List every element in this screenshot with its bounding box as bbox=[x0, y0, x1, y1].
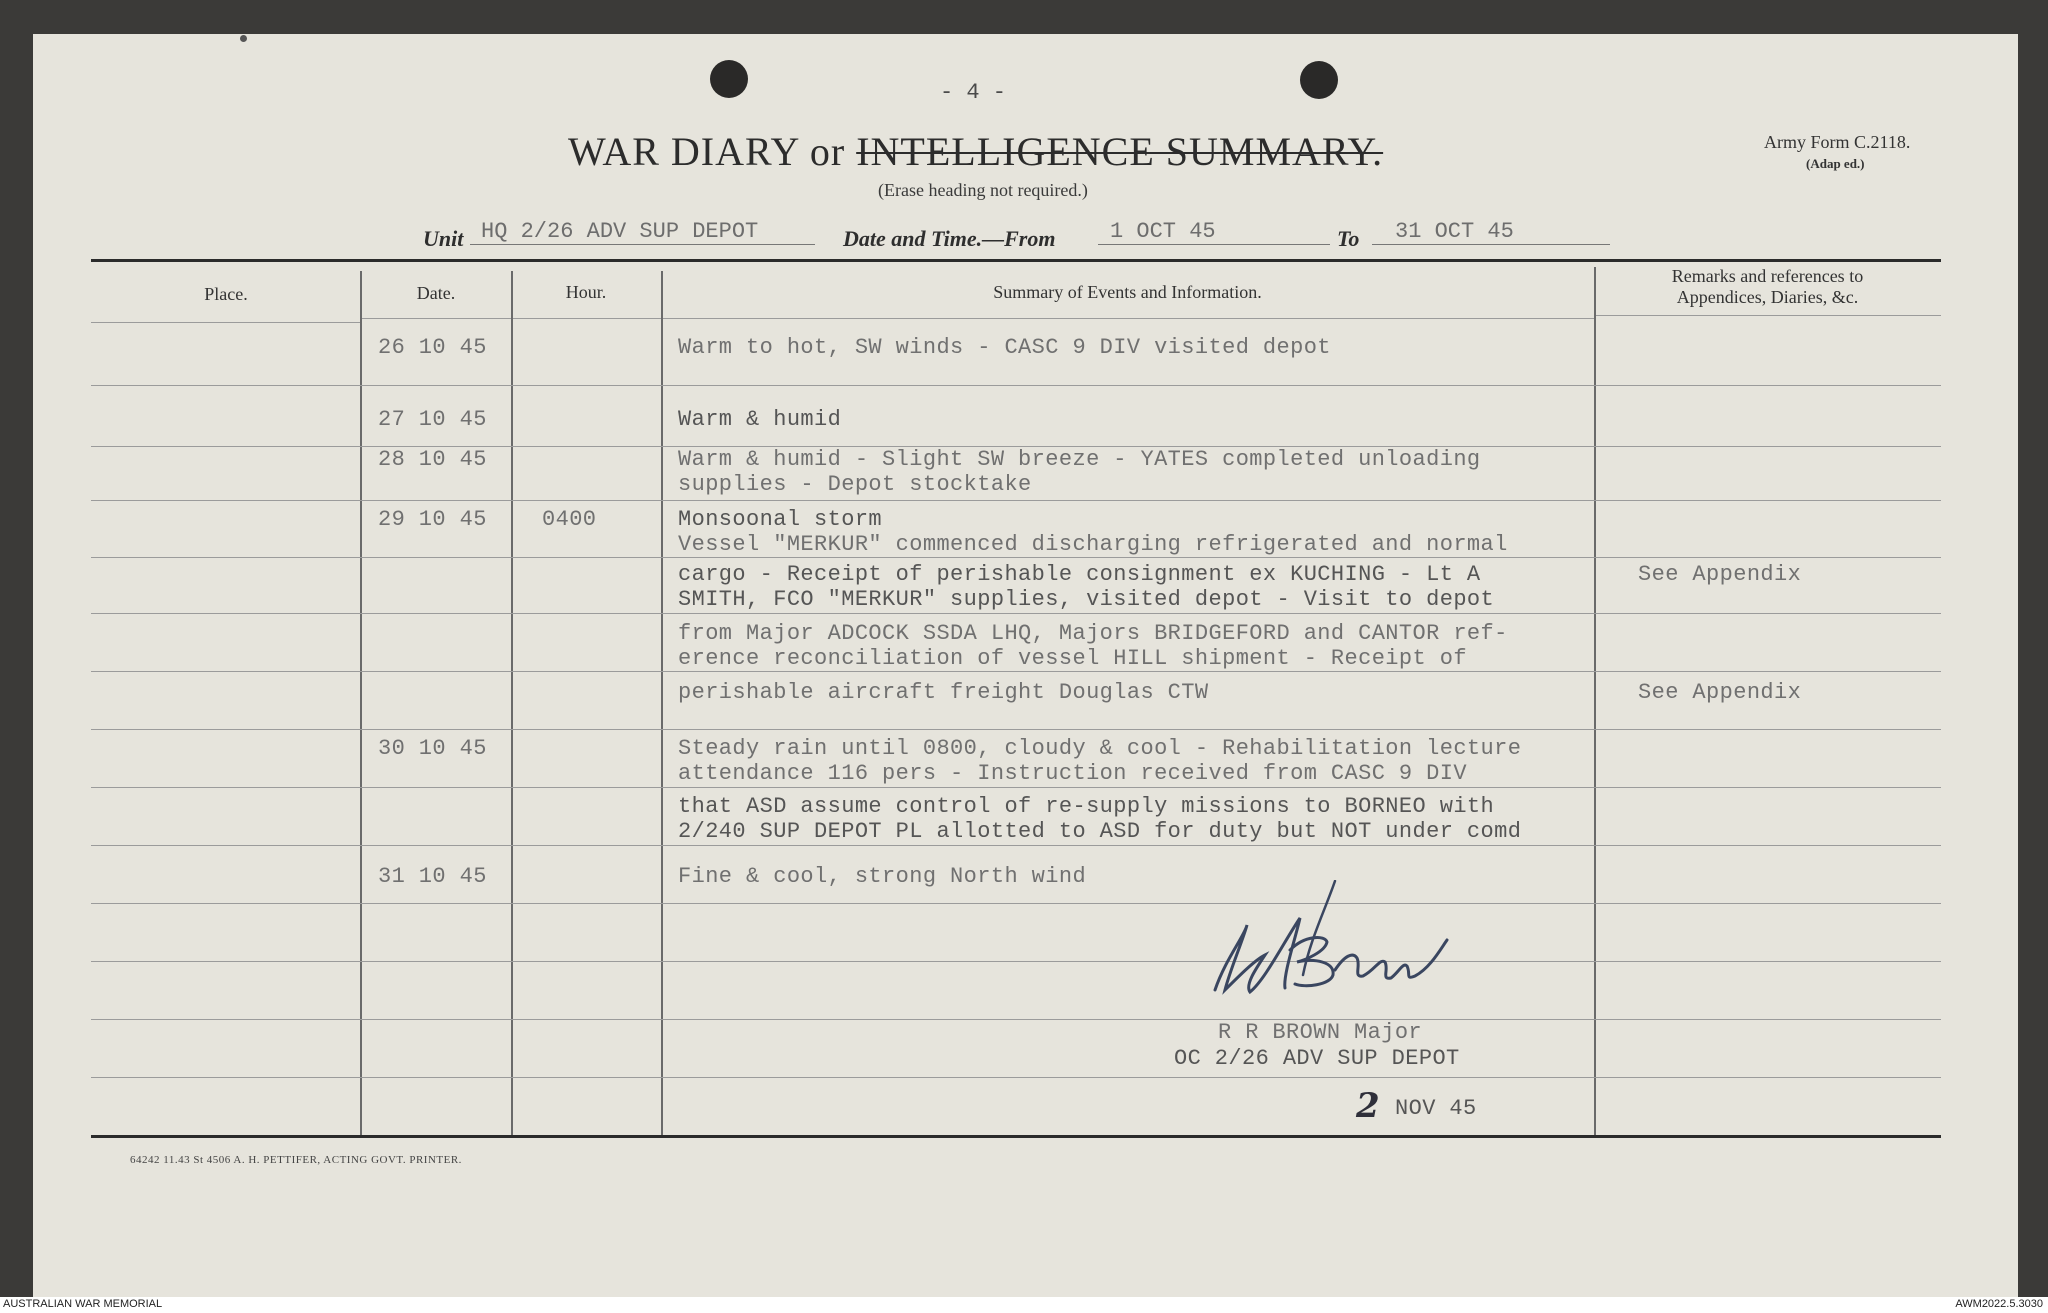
ruled-line bbox=[91, 903, 1941, 904]
archive-name: AUSTRALIAN WAR MEMORIAL bbox=[3, 1298, 163, 1310]
entry-date: 28 10 45 bbox=[378, 447, 487, 472]
entry-text: Vessel "MERKUR" commenced discharging refrigerated and normal bbox=[678, 532, 1508, 557]
entry-text: attendance 116 pers - Instruction received from CASC 9 DIV bbox=[678, 761, 1467, 786]
to-value: 31 OCT 45 bbox=[1395, 219, 1514, 244]
unit-value: HQ 2/26 ADV SUP DEPOT bbox=[481, 219, 759, 244]
date-time-label: Date and Time.—From bbox=[843, 226, 1056, 251]
printer-imprint: 64242 11.43 St 4506 A. H. PETTIFER, ACTING GOVT. PRINTER. bbox=[130, 1154, 462, 1166]
table-bottom-rule bbox=[91, 1135, 1941, 1138]
signatory-position: OC 2/26 ADV SUP DEPOT bbox=[1174, 1046, 1460, 1071]
unit-underline bbox=[470, 244, 815, 245]
signature bbox=[1185, 880, 1485, 1020]
from-value: 1 OCT 45 bbox=[1110, 219, 1216, 244]
entry-text: Warm to hot, SW winds - CASC 9 DIV visited depot bbox=[678, 335, 1331, 360]
entry-text: 2/240 SUP DEPOT PL allotted to ASD for duty but NOT under comd bbox=[678, 819, 1522, 844]
from-underline bbox=[1098, 244, 1330, 245]
entry-text: erence reconciliation of vessel HILL shipment - Receipt of bbox=[678, 646, 1467, 671]
header-date: Date. bbox=[416, 283, 456, 303]
entry-text: cargo - Receipt of perishable consignment ex KUCHING - Lt A bbox=[678, 562, 1481, 587]
header-remarks-1: Remarks and references to bbox=[1671, 266, 1864, 286]
entry-text: Monsoonal storm bbox=[678, 507, 883, 532]
entry-text: Warm & humid bbox=[678, 407, 842, 432]
page-number: - 4 - bbox=[940, 80, 1007, 105]
remark-text: See Appendix bbox=[1638, 562, 1802, 587]
column-divider-hour bbox=[511, 271, 513, 1135]
ruled-line bbox=[91, 961, 1941, 962]
entry-text: Fine & cool, strong North wind bbox=[678, 864, 1087, 889]
signatory-name: R R BROWN Major bbox=[1218, 1020, 1423, 1045]
entry-text: that ASD assume control of re-supply missions to BORNEO with bbox=[678, 794, 1495, 819]
paper-mark bbox=[240, 35, 247, 42]
ruled-line bbox=[91, 845, 1941, 846]
remark-text: See Appendix bbox=[1638, 680, 1802, 705]
army-form-number: Army Form C.2118. bbox=[1764, 132, 1911, 152]
to-label: To bbox=[1337, 226, 1360, 251]
column-divider-remarks bbox=[1594, 267, 1596, 1135]
entry-text: from Major ADCOCK SSDA LHQ, Majors BRIDGEFORD and CANTOR ref- bbox=[678, 621, 1508, 646]
ruled-line bbox=[91, 671, 1941, 672]
header-place: Place. bbox=[204, 284, 248, 304]
title-struck: INTELLIGENCE SUMMARY. bbox=[856, 129, 1384, 174]
header-underline-summary bbox=[663, 318, 1594, 319]
entry-date: 26 10 45 bbox=[378, 335, 487, 360]
entry-text: Warm & humid - Slight SW breeze - YATES completed unloading bbox=[678, 447, 1481, 472]
header-underline-date bbox=[362, 318, 511, 319]
column-divider-date bbox=[360, 271, 362, 1135]
entry-date: 29 10 45 bbox=[378, 507, 487, 532]
form-title bbox=[568, 128, 1383, 175]
title-plain: WAR DIARY or bbox=[568, 129, 846, 174]
header-hour: Hour. bbox=[565, 282, 607, 302]
entry-text: perishable aircraft freight Douglas CTW bbox=[678, 680, 1209, 705]
adap-note: (Adap ed.) bbox=[1806, 156, 1865, 171]
archive-reference: AWM2022.5.3030 bbox=[1955, 1298, 2043, 1310]
header-remarks-2: Appendices, Diaries, &c. bbox=[1676, 287, 1859, 307]
ruled-line bbox=[91, 557, 1941, 558]
entry-date: 30 10 45 bbox=[378, 736, 487, 761]
ruled-line bbox=[91, 613, 1941, 614]
signature-date-handwritten: 2 bbox=[1356, 1086, 1380, 1126]
signature-date: NOV 45 bbox=[1395, 1096, 1477, 1121]
ruled-line bbox=[91, 729, 1941, 730]
entry-hour: 0400 bbox=[542, 507, 597, 532]
entry-text: Steady rain until 0800, cloudy & cool - Rehabilitation lecture bbox=[678, 736, 1522, 761]
punch-hole-right bbox=[1300, 61, 1338, 99]
ruled-line bbox=[91, 1019, 1941, 1020]
table-top-rule bbox=[91, 259, 1941, 262]
ruled-line bbox=[91, 385, 1941, 386]
entry-date: 27 10 45 bbox=[378, 407, 487, 432]
ruled-line bbox=[91, 787, 1941, 788]
ruled-line bbox=[91, 500, 1941, 501]
archive-bar bbox=[0, 1297, 2048, 1313]
to-underline bbox=[1372, 244, 1610, 245]
header-underline-place bbox=[91, 322, 360, 323]
unit-label: Unit bbox=[423, 226, 464, 251]
erase-note: (Erase heading not required.) bbox=[878, 180, 1088, 200]
entry-text: supplies - Depot stocktake bbox=[678, 472, 1032, 497]
entry-text: SMITH, FCO "MERKUR" supplies, visited depot - Visit to depot bbox=[678, 587, 1495, 612]
ruled-line bbox=[91, 1077, 1941, 1078]
column-divider-summary bbox=[661, 271, 663, 1135]
header-underline-hour bbox=[513, 318, 661, 319]
entry-date: 31 10 45 bbox=[378, 864, 487, 889]
punch-hole-left bbox=[710, 60, 748, 98]
header-summary: Summary of Events and Information. bbox=[993, 282, 1262, 302]
header-underline-remarks bbox=[1596, 315, 1941, 316]
